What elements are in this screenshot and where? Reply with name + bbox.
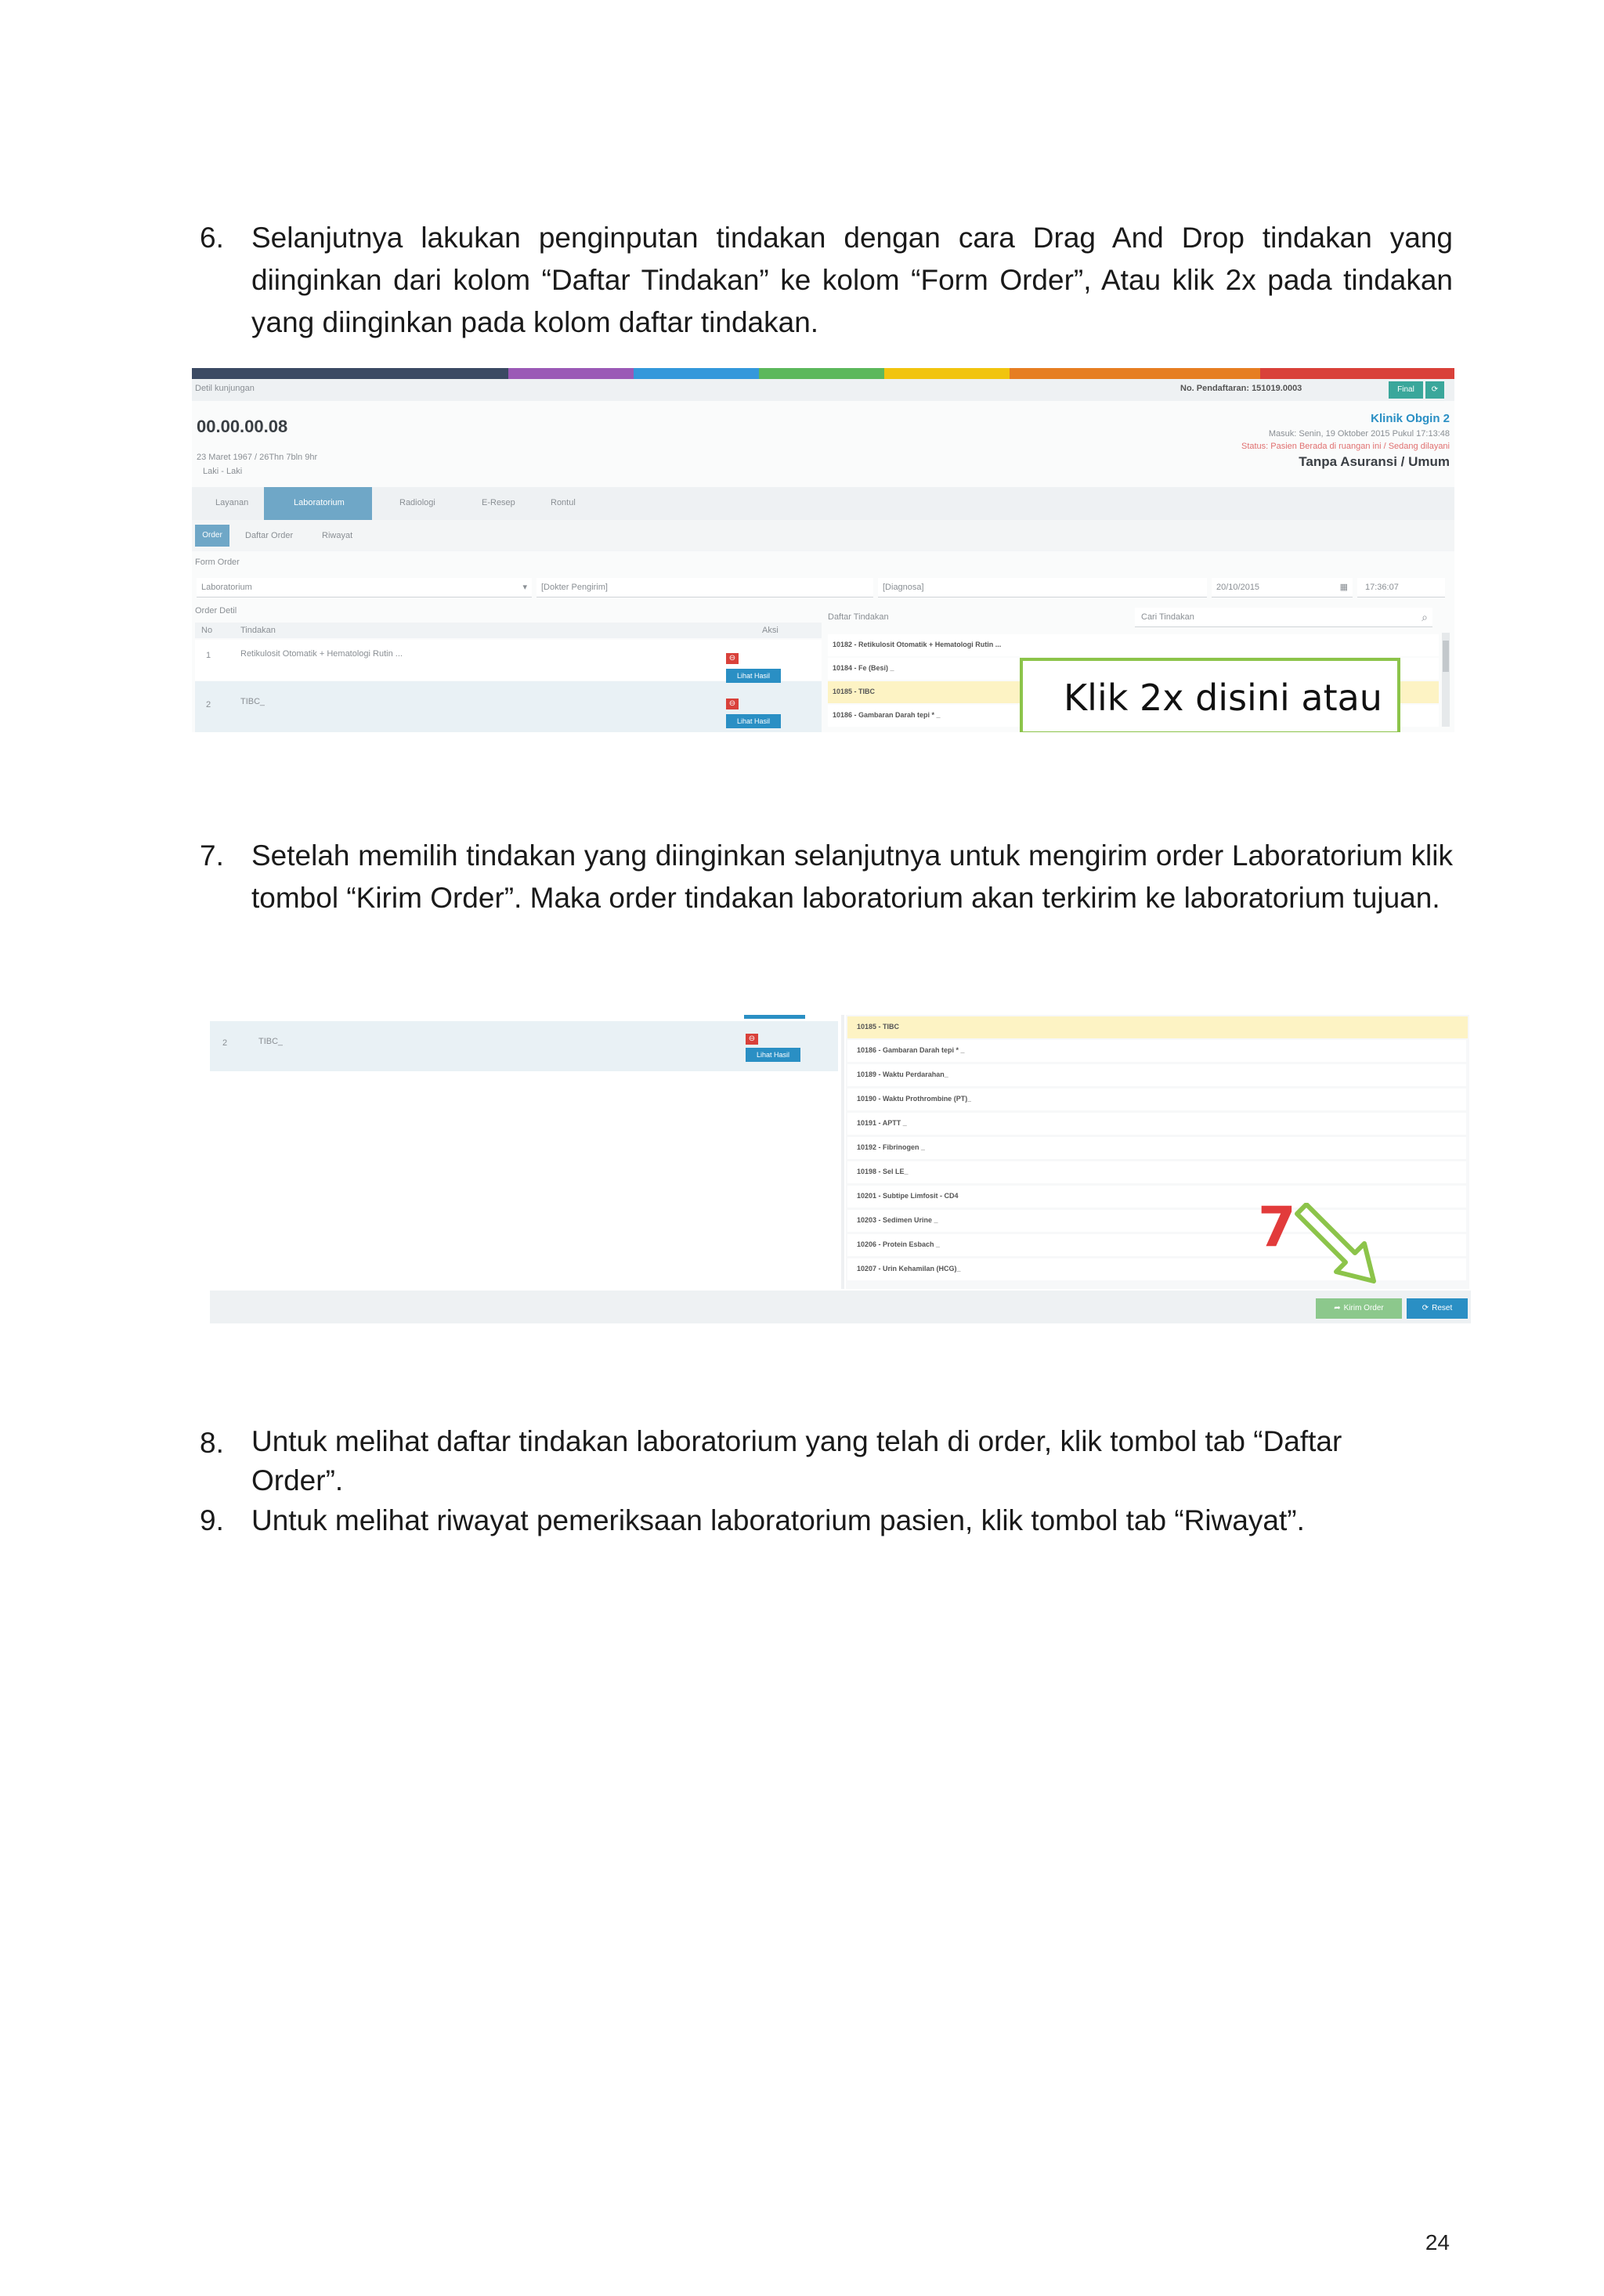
search-icon: ⌕ [1422, 611, 1428, 623]
step-number: 9. [200, 1504, 224, 1536]
table-row: 1 Retikulosit Otomatik + Hematologi Rutin ... [195, 640, 822, 680]
diagnosa-input[interactable]: [Diagnosa] [878, 578, 1207, 597]
registration-number: No. Pendaftaran: 151019.0003 [1180, 384, 1302, 393]
patient-gender: Laki - Laki [203, 467, 243, 476]
dokter-input[interactable]: [Dokter Pengirim] [536, 578, 873, 597]
step-number: 8. [200, 1427, 224, 1459]
callout-box [1020, 658, 1400, 732]
tab-layanan[interactable]: Layanan [215, 498, 249, 507]
step-7 [200, 835, 1453, 962]
col-no: No [201, 626, 213, 635]
col-aksi: Aksi [762, 626, 779, 635]
callout-text: Klik 2x disini atau [1064, 677, 1382, 719]
insurance: Tanpa Asuransi / Umum [1299, 454, 1450, 469]
list-item[interactable]: 10190 - Waktu Prothrombine (PT)_ [847, 1088, 1466, 1110]
list-item-highlighted[interactable]: 10185 - TIBC [847, 1016, 1468, 1038]
list-item[interactable]: 10203 - Sedimen Urine _ [847, 1210, 1466, 1232]
time-input[interactable]: 17:36:07 [1357, 578, 1445, 597]
step-9 [200, 1500, 1453, 1542]
refresh-icon: ⟳ [1422, 1304, 1429, 1312]
header-label: Detil kunjungan [195, 384, 255, 393]
subtab-daftar-order[interactable]: Daftar Order [245, 531, 294, 540]
step-text: Untuk melihat riwayat pemeriksaan laboratorium pasien, klik tombol tab “Riwayat”. [251, 1504, 1305, 1536]
patient-id: 00.00.00.08 [197, 417, 288, 436]
scrollbar[interactable] [1442, 633, 1450, 727]
refresh-icon[interactable]: ⟳ [1425, 381, 1444, 399]
list-item-highlighted[interactable]: 10185 - TIBC [828, 681, 1439, 703]
list-item[interactable]: 10186 - Gambaran Darah tepi * _ [828, 705, 1439, 727]
lihat-hasil-button[interactable]: Lihat Hasil [726, 669, 781, 683]
form-order-label: Form Order [195, 558, 240, 567]
clinic-name: Klinik Obgin 2 [1371, 412, 1450, 425]
step-text: Selanjutnya lakukan penginputan tindakan dengan cara Drag And Drop tindakan yang diinginkan dari kolom “Daftar Tindakan” ke kolom “Form Order”, Atau klik 2x pada tindakan yang diinginkan pada kolom daftar tindakan. [251, 222, 1453, 338]
send-icon: ➦ [1334, 1304, 1341, 1312]
col-tindakan: Tindakan [240, 626, 276, 635]
kirim-order-button[interactable]: ➦ Kirim Order [1316, 1298, 1402, 1319]
visit-info: Masuk: Senin, 19 Oktober 2015 Pukul 17:13:48 [1268, 429, 1450, 439]
chevron-down-icon: ▾ [522, 583, 527, 592]
screenshot-kirim-order [210, 1015, 1471, 1323]
lihat-hasil-button[interactable]: Lihat Hasil [746, 1048, 800, 1062]
tab-eresep[interactable]: E-Resep [482, 498, 515, 507]
daftar-tindakan-label: Daftar Tindakan [828, 612, 889, 622]
list-item[interactable]: 10186 - Gambaran Darah tepi * _ [847, 1040, 1466, 1062]
tab-laboratorium[interactable]: Laboratorium [264, 487, 372, 520]
subtab-order[interactable]: Order [195, 525, 229, 547]
list-item[interactable]: 10182 - Retikulosit Otomatik + Hematologi Rutin ... [828, 634, 1439, 656]
list-item[interactable]: 10191 - APTT _ [847, 1113, 1466, 1135]
list-item[interactable]: 10198 - Sel LE_ [847, 1161, 1466, 1183]
lihat-hasil-button[interactable]: Lihat Hasil [726, 714, 781, 728]
delete-icon[interactable]: ⊖ [726, 699, 739, 709]
tab-rontul[interactable]: Rontul [551, 498, 576, 507]
table-row: 2 TIBC_ [210, 1021, 838, 1071]
arrow-icon [1291, 1203, 1385, 1289]
status-info: Status: Pasien Berada di ruangan ini / Sedang dilayani [1241, 442, 1450, 451]
step-text: Untuk melihat daftar tindakan laboratorium yang telah di order, klik tombol tab “Daftar Order”. [251, 1425, 1342, 1496]
step-number: 7. [200, 839, 224, 872]
step-8 [200, 1422, 1422, 1507]
list-item[interactable]: 10206 - Protein Esbach _ [847, 1234, 1466, 1256]
delete-icon[interactable]: ⊖ [726, 653, 739, 664]
reset-button[interactable]: ⟳ Reset [1407, 1298, 1468, 1319]
patient-dob: 23 Maret 1967 / 26Thn 7bln 9hr [197, 453, 318, 462]
page-number: 24 [1425, 2230, 1450, 2254]
date-input[interactable]: 20/10/2015 ▦ [1212, 578, 1353, 597]
search-input[interactable]: Cari Tindakan ⌕ [1135, 608, 1432, 627]
order-detail-label: Order Detil [195, 606, 237, 616]
list-item[interactable]: 10201 - Subtipe Limfosit - CD4 [847, 1186, 1466, 1208]
lab-select[interactable]: Laboratorium ▾ [197, 578, 532, 597]
list-item[interactable]: 10189 - Waktu Perdarahan_ [847, 1064, 1466, 1086]
subtab-riwayat[interactable]: Riwayat [322, 531, 353, 540]
list-item[interactable]: 10184 - Fe (Besi) _ [828, 658, 1439, 680]
table-row: 2 TIBC_ [195, 681, 822, 732]
list-item[interactable]: 10207 - Urin Kehamilan (HCG)_ [847, 1258, 1466, 1280]
tab-radiologi[interactable]: Radiologi [399, 498, 435, 507]
step-6 [200, 217, 1453, 344]
step-7-marker: 7 [1258, 1195, 1296, 1259]
color-bar [192, 368, 1454, 379]
screenshot-form-order [192, 368, 1454, 732]
final-button[interactable]: Final [1389, 381, 1423, 399]
delete-icon[interactable]: ⊖ [746, 1034, 758, 1045]
calendar-icon: ▦ [1339, 583, 1348, 592]
list-item[interactable]: 10192 - Fibrinogen _ [847, 1137, 1466, 1159]
step-text: Setelah memilih tindakan yang diinginkan selanjutnya untuk mengirim order Laboratorium klik tombol “Kirim Order”. Maka order tindakan laboratorium akan terkirim ke laboratorium tujuan. [251, 839, 1453, 914]
step-number: 6. [200, 222, 224, 254]
